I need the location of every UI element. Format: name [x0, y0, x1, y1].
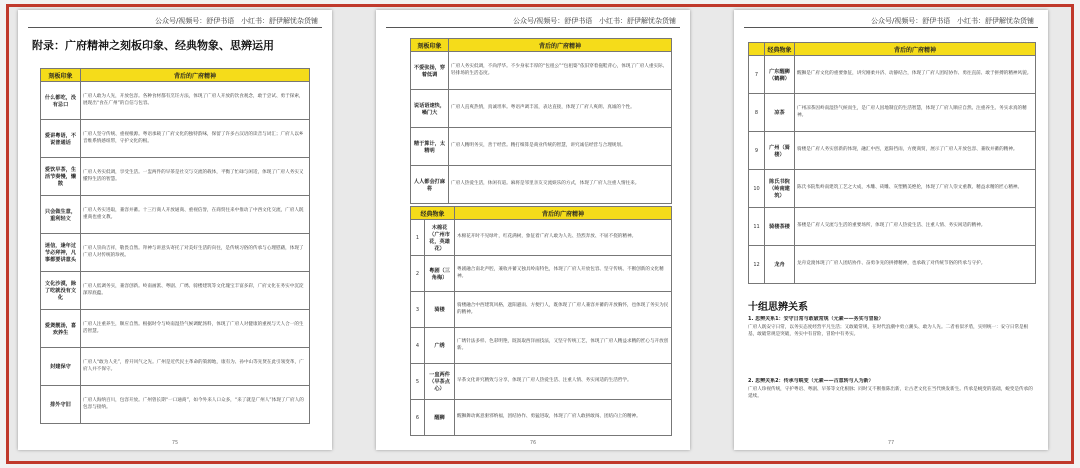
row-label: 爱讲粤语，不说普通话: [41, 120, 81, 158]
table-row: [41, 120, 310, 158]
header-account: 公众号/视频号：舒伊书语: [154, 17, 235, 25]
row-object-name: 一盅两件（早茶点心）: [425, 364, 455, 400]
table-row: [411, 128, 672, 166]
table-row: [411, 220, 672, 256]
page-header: [155, 16, 318, 26]
row-text: 木棉花开时不见绿叶，红花满树，象征着广府人敢为人先、热烈奔放、不屈不挠的精神。: [455, 220, 672, 256]
column-header: [749, 43, 765, 56]
row-text: 广府人务实低调，不尚浮华。不少身家丰厚的“包租公”“包租婆”依旧穿着拖鞋背心，体现了广府人重实际、轻排场的生活态度。: [449, 52, 672, 90]
row-text: 茶楼是广府人交流与生活的重要场所，体现了广府人热爱生活、注重人情、务实闲适的精神。: [795, 208, 1036, 246]
row-number: 11: [749, 208, 765, 246]
table-row: [411, 52, 672, 90]
row-number: 8: [749, 94, 765, 132]
row-object-name: 广绣: [425, 328, 455, 364]
page-number: 75: [171, 440, 179, 446]
row-label: 排外守旧: [41, 386, 81, 424]
section-title: 十组思辨关系: [748, 302, 808, 313]
row-number: 4: [411, 328, 425, 364]
row-text: 广府人直爽热情，真诚坦率。粤语声调丰富，表达直接，体现了广府人爽朗、真诚的个性。: [449, 90, 672, 128]
page-number: 77: [887, 440, 895, 446]
row-label: 只会做生意，重利轻文: [41, 196, 81, 234]
column-header: 背后的广府精神: [449, 39, 672, 52]
table-row: [41, 348, 310, 386]
row-label: 迷信，逢年过节必拜神，凡事都要讲意头: [41, 234, 81, 272]
header-rule: [744, 27, 1038, 28]
column-header: 刻板印象: [411, 39, 449, 52]
appendix-heading: 附录：广府精神之刻板印象、经典物象、思辨运用: [32, 39, 274, 52]
row-text: 广府人注重养生，顺应自然。根据时令与岭南湿热气候调配汤料，体现了广府人对健康的重视与天人合一的生活智慧。: [81, 310, 310, 348]
row-text: 广府人精明务实，善于经营。精打细算是商业传统的智慧，讲究诚信经营与合理规划。: [449, 128, 672, 166]
header-account: 公众号/视频号：舒伊书语: [512, 17, 593, 25]
row-text: 陈氏书院集岭南建筑工艺之大成，木雕、砖雕、灰塑精美绝伦，体现了广府人崇文重教、精益求精的匠心精神。: [795, 170, 1036, 208]
row-label: 不爱张扬，穿着低调: [411, 52, 449, 90]
paragraph-text: 广府人珍视传统，守护粤语、粤剧、早茶等文化根脉；同时又不断推陈出新，让古老文化在当代焕发新生。传承是蜕变的基础，蜕变是传承的延续。: [748, 386, 1033, 399]
paragraph-title: 2. 思辨关系2：传承与蜕变（元素——古意转与人为新）: [748, 378, 874, 384]
row-number: 12: [749, 246, 765, 284]
paragraph-text: 广府人既安守日常，以务实态度经营平凡生活；又敢破常规，在时代浪潮中勇立潮头、敢为人先。二者看似矛盾，实则统一：安守日常是根基，敢破常规是突破，务实中有冒险，冒险中有务实。: [748, 324, 1029, 337]
row-object-name: 陈氏书院（岭南建筑）: [765, 170, 795, 208]
row-text: 骑楼融合中西建筑风格，遮阳避雨、方便行人，既体现了广府人兼容并蓄的开放胸怀，也体现了务实为民的精神。: [455, 292, 672, 328]
row-text: 广府人坚守传统、重视根源。粤语承载了广府文化的独特韵味，保留了许多古汉语的读音与词汇；广府人以乡音维系情感纽带，守护文化的根。: [81, 120, 310, 158]
document-page-1: [18, 10, 332, 450]
row-number: 7: [749, 56, 765, 94]
table-row: [749, 56, 1036, 94]
table-row: [749, 246, 1036, 284]
row-number: 10: [749, 170, 765, 208]
row-object-name: 醒狮: [425, 400, 455, 436]
row-label: 人人都会打麻将: [411, 166, 449, 204]
row-object-name: 广州（骑楼）: [765, 132, 795, 170]
page-number: 76: [529, 440, 537, 446]
classic-objects-table: [410, 206, 672, 436]
column-header: 背后的广府精神: [795, 43, 1036, 56]
column-header: 经典物象: [765, 43, 795, 56]
row-text: 广府人海纳百川，包容开放。广州曾长期“一口通商”，如今外来人口众多，“来了就是广州人”体现了广府人的包容与接纳。: [81, 386, 310, 424]
row-text: 广府人务实低调，享受生活。一盅两件的早茶是社交与交流的载体，平衡了忙碌与闲适，体现了广府人务实又懂得生活的智慧。: [81, 158, 310, 196]
document-page-2: [376, 10, 690, 450]
row-text: 龙舟竞渡体现了广府人团结协作、奋勇争先的拼搏精神，也承载了对传统节俗的传承与守护。: [795, 246, 1036, 284]
row-label: 爱饮早茶，生活节奏慢，懒散: [41, 158, 81, 196]
table-row: [749, 170, 1036, 208]
row-text: 广州凉茶因岭南湿热气候而生，是广府人因地制宜的生活智慧，体现了广府人顺应自然、注重养生、务实求真的精神。: [795, 94, 1036, 132]
stereotype-table-continued: [410, 38, 672, 204]
row-label: 文化沙漠，除了吃就没有文化: [41, 272, 81, 310]
relation-paragraph: [748, 378, 1034, 438]
row-text: 广府人低调务实，兼容创新。岭南画派、粤剧、广绣、骑楼建筑等文化瑰宝丰富多彩，广府文化在务实中沉淀深厚底蕴。: [81, 272, 310, 310]
row-text: 粤剧融合南北声腔，兼收并蓄又独具岭南特色，体现了广府人开放包容、坚守传统、不断创新的文化精神。: [455, 256, 672, 292]
table-row: [411, 90, 672, 128]
row-text: 醒狮是广府文化的重要象征，讲究刚柔并济、动静结合，体现了广府人团结协作、勇往直前、敢于拼搏的精神风貌。: [795, 56, 1036, 94]
row-text: 广府人崇尚吉祥，敬畏自然。拜神与讲意头寄托了对美好生活的向往，是传统习俗的传承与心理慰藉，体现了广府人对传统的珍视。: [81, 234, 310, 272]
row-text: 广府人敢为人先，开放包容。各种食材都有烹饪方法，体现了广府人开放的饮食观念，敢于尝试、勇于探索，展现出“食在广州”的自信与包容。: [81, 82, 310, 120]
table-row: [41, 158, 310, 196]
column-header: 背后的广府精神: [81, 69, 310, 82]
page-header: [513, 16, 676, 26]
table-row: [749, 132, 1036, 170]
table-row: [749, 94, 1036, 132]
row-object-name: 骑楼茶楼: [765, 208, 795, 246]
table-row: [41, 82, 310, 120]
table-row: [41, 196, 310, 234]
table-row: [411, 292, 672, 328]
table-row: [41, 310, 310, 348]
row-number: 9: [749, 132, 765, 170]
row-label: 说话语速快，嗓门大: [411, 90, 449, 128]
row-object-name: 木棉花（广州市花，英雄花）: [425, 220, 455, 256]
table-row: [41, 234, 310, 272]
table-row: [411, 364, 672, 400]
header-redbook: 小红书：舒伊解忧杂货铺: [241, 17, 318, 25]
column-header: 背后的广府精神: [455, 207, 672, 220]
row-number: 1: [411, 220, 425, 256]
row-text: 广府人“敢为人先”，曾开风气之先。广州是近代民主革命的策源地，康有为、孙中山等先贤在此引领变革，广府人并不保守。: [81, 348, 310, 386]
table-row: [749, 208, 1036, 246]
column-header: 刻板印象: [41, 69, 81, 82]
column-header: 经典物象: [411, 207, 455, 220]
table-row: [411, 328, 672, 364]
row-object-name: 骑楼: [425, 292, 455, 328]
header-rule: [386, 27, 680, 28]
row-label: 爱煲靓汤，喜欢养生: [41, 310, 81, 348]
row-number: 6: [411, 400, 425, 436]
row-number: 5: [411, 364, 425, 400]
row-number: 2: [411, 256, 425, 292]
header-redbook: 小红书：舒伊解忧杂货铺: [599, 17, 676, 25]
row-label: 什么都吃，没有忌口: [41, 82, 81, 120]
row-object-name: 广东醒狮（鹤狮）: [765, 56, 795, 94]
header-account: 公众号/视频号：舒伊书语: [870, 17, 951, 25]
row-object-name: 凉茶: [765, 94, 795, 132]
table-row: [411, 400, 672, 436]
row-text: 醒狮舞动寓意驱邪纳福，团结协作、勇猛进取，体现了广府人敢拼敢闯、团结向上的精神。: [455, 400, 672, 436]
table-row: [411, 166, 672, 204]
row-object-name: 龙舟: [765, 246, 795, 284]
row-text: 早茶文化讲究精致与分享，体现了广府人热爱生活、注重人情、务实闲适的生活哲学。: [455, 364, 672, 400]
row-number: 3: [411, 292, 425, 328]
table-row: [41, 386, 310, 424]
row-object-name: 粤剧（三角梅）: [425, 256, 455, 292]
row-label: 封建保守: [41, 348, 81, 386]
paragraph-title: 1. 思辨关系1：安守日常与敢破常规（元素——务实与冒险）: [748, 316, 884, 322]
row-text: 广府人热爱生活，休闲有道。麻将是邻里亲友交流娱乐的方式，体现了广府人注重人情往来。: [449, 166, 672, 204]
table-row: [41, 272, 310, 310]
row-text: 广府人务实进取，兼容并蓄。十三行商人开放通商、重视信誉，在商贸往来中推动了中西文化交流，广府人既重商也重文教。: [81, 196, 310, 234]
row-text: 骑楼是广府人务实创新的体现，融汇中西，遮阳挡雨，方便商贸，展示了广府人开放包容、兼收并蓄的精神。: [795, 132, 1036, 170]
row-label: 精于算计，太精明: [411, 128, 449, 166]
stereotype-table: [40, 68, 310, 424]
table-row: [411, 256, 672, 292]
header-rule: [28, 27, 322, 28]
header-redbook: 小红书：舒伊解忧杂货铺: [957, 17, 1034, 25]
relation-paragraph: [748, 316, 1034, 374]
document-page-3: [734, 10, 1048, 450]
page-header: [871, 16, 1034, 26]
row-text: 广绣针法多样、色彩明艳，既汲取西洋画技法，又坚守传统工艺，体现了广府人精益求精的匠心与开放创新。: [455, 328, 672, 364]
classic-objects-table-continued: [748, 42, 1036, 284]
